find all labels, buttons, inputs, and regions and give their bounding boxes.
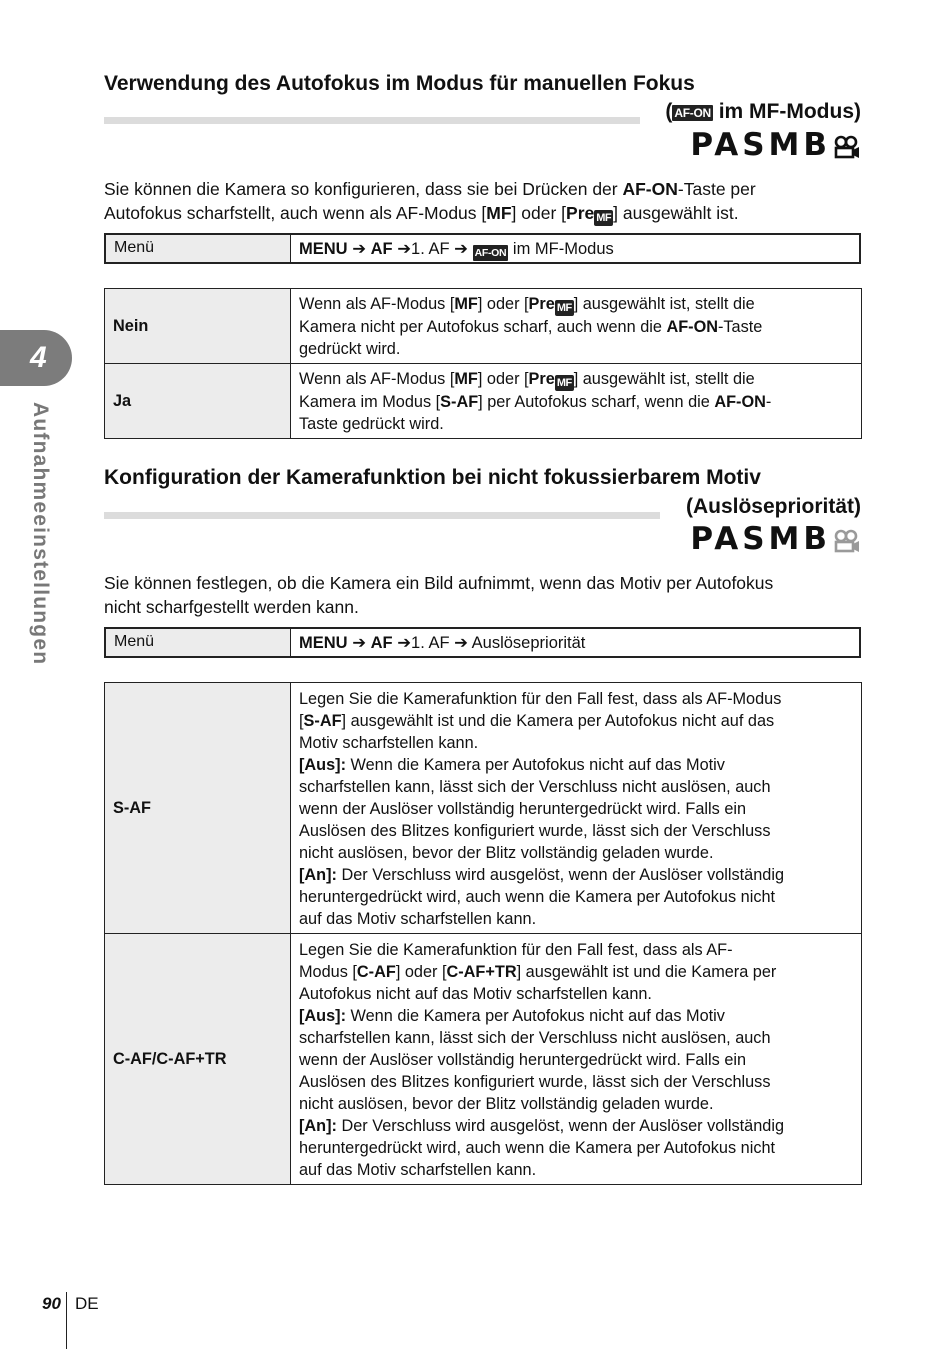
table-row — [105, 289, 862, 364]
arrow-right-icon: ➔ — [397, 634, 412, 652]
section2-intro: Sie können festlegen, ob die Kamera ein Bild aufnimmt, wenn das Motiv per Autofokus nicht scharfgestellt werden kann. — [104, 573, 774, 617]
mf-icon: MF — [596, 212, 612, 224]
section1-title: Verwendung des Autofokus im Modus für manuellen Fokus — [104, 72, 695, 95]
section1-menu-path — [104, 233, 861, 264]
mf-icon: MF — [556, 377, 572, 389]
footer-divider — [66, 1292, 67, 1349]
menu-label: Menü — [106, 235, 291, 262]
arrow-right-icon: ➔ — [352, 240, 367, 258]
table-row — [105, 934, 862, 1185]
section2-options-table — [104, 682, 862, 1185]
section1-heading-bar — [104, 117, 640, 124]
movie-camera-icon — [833, 135, 861, 159]
section1-intro: Sie können die Kamera so konfigurieren, dass sie bei Drücken der AF-ON-Taste per Autofokus scharfstellt, auch wenn als AF-Modus [MF] oder [Pre MF ] ausgewählt ist. — [104, 179, 756, 224]
section2-mode-indicator: PASMB — [690, 522, 861, 556]
arrow-right-icon: ➔ — [454, 240, 468, 258]
arrow-right-icon: ➔ — [397, 240, 412, 258]
option-description: Legen Sie die Kamerafunktion für den Fall fest, dass als AF- Modus [C-AF] oder [C-AF+TR] ausgewählt ist und die Kamera per Autofokus nicht auf das Motiv scharfstellen kann. [Aus]: Wenn die Kamera per Autofokus nicht auf das Motiv scharfstellen kann, lässt sich der Verschluss nicht auslösen, auch wenn der Auslöser vollständig heruntergedrückt wird. Falls ein Auslösen des Blitzes konfiguriert wurde, lässt sich der Verschluss nicht auslösen, bevor der Blitz vollständig geladen wurde. [An]: Der Verschluss wird ausgelöst, wenn der Auslöser vollständig heruntergedrückt wird, auch wenn die Kamera per Autofokus nicht auf das Motiv scharfstellen kann. — [291, 934, 862, 1185]
arrow-right-icon: ➔ — [352, 634, 367, 652]
arrow-right-icon: ➔ — [454, 634, 468, 652]
menu-path-text: MENU ➔ AF ➔1. AF ➔ Auslösepriorität — [299, 634, 586, 652]
table-row — [105, 683, 862, 934]
page-language: DE — [75, 1294, 99, 1313]
option-description: Wenn als AF-Modus [MF] oder [Pre MF ] ausgewählt ist, stellt die Kamera im Modus [S-AF] per Autofokus scharf, wenn die AF-ON- Taste gedrückt wird. — [291, 364, 862, 439]
section2-title: Konfiguration der Kamerafunktion bei nicht fokussierbarem Motiv — [104, 466, 761, 489]
mf-icon: MF — [556, 302, 572, 314]
option-key: Nein — [105, 289, 291, 364]
af-on-icon: AF-ON — [674, 106, 711, 120]
af-on-icon: AF-ON — [474, 247, 507, 259]
chapter-number: 4 — [30, 341, 47, 374]
option-key: C-AF/C-AF+TR — [105, 934, 291, 1185]
menu-label: Menü — [106, 629, 291, 656]
option-description: Legen Sie die Kamerafunktion für den Fall fest, dass als AF-Modus [S-AF] ausgewählt ist und die Kamera per Autofokus nicht auf das Motiv scharfstellen kann. [Aus]: Wenn die Kamera per Autofokus nicht auf das Motiv scharfstellen kann, lässt sich der Verschluss nicht auslösen, auch wenn der Auslöser vollständig heruntergedrückt wird. Falls ein Auslösen des Blitzes konfiguriert wurde, lässt sich der Verschluss nicht auslösen, bevor der Blitz vollständig geladen wurde. [An]: Der Verschluss wird ausgelöst, wenn der Auslöser vollständig heruntergedrückt wird, auch wenn die Kamera per Autofokus nicht auf das Motiv scharfstellen kann. — [291, 683, 862, 934]
movie-camera-disabled-icon — [833, 529, 861, 553]
page-number: 90 — [42, 1294, 61, 1313]
section2-subtitle: (Auslösepriorität) — [685, 495, 861, 518]
chapter-label: Aufnahmeeinstellungen — [29, 402, 52, 666]
option-key: Ja — [105, 364, 291, 439]
menu-path-text: MENU ➔ AF ➔1. AF ➔ AF-ON im MF-Modus — [299, 240, 614, 259]
section2-menu-path — [104, 627, 861, 658]
section1-subtitle: ( AF-ON im MF-Modus) — [665, 100, 861, 123]
section1-options-table — [104, 288, 862, 439]
section2-heading-bar — [104, 512, 660, 519]
table-row — [105, 364, 862, 439]
option-description: Wenn als AF-Modus [MF] oder [Pre MF ] ausgewählt ist, stellt die Kamera nicht per Autofokus scharf, auch wenn die AF-ON-Taste gedrückt wird. — [291, 289, 862, 364]
section1-mode-indicator: PASMB — [690, 128, 861, 162]
option-key: S-AF — [105, 683, 291, 934]
